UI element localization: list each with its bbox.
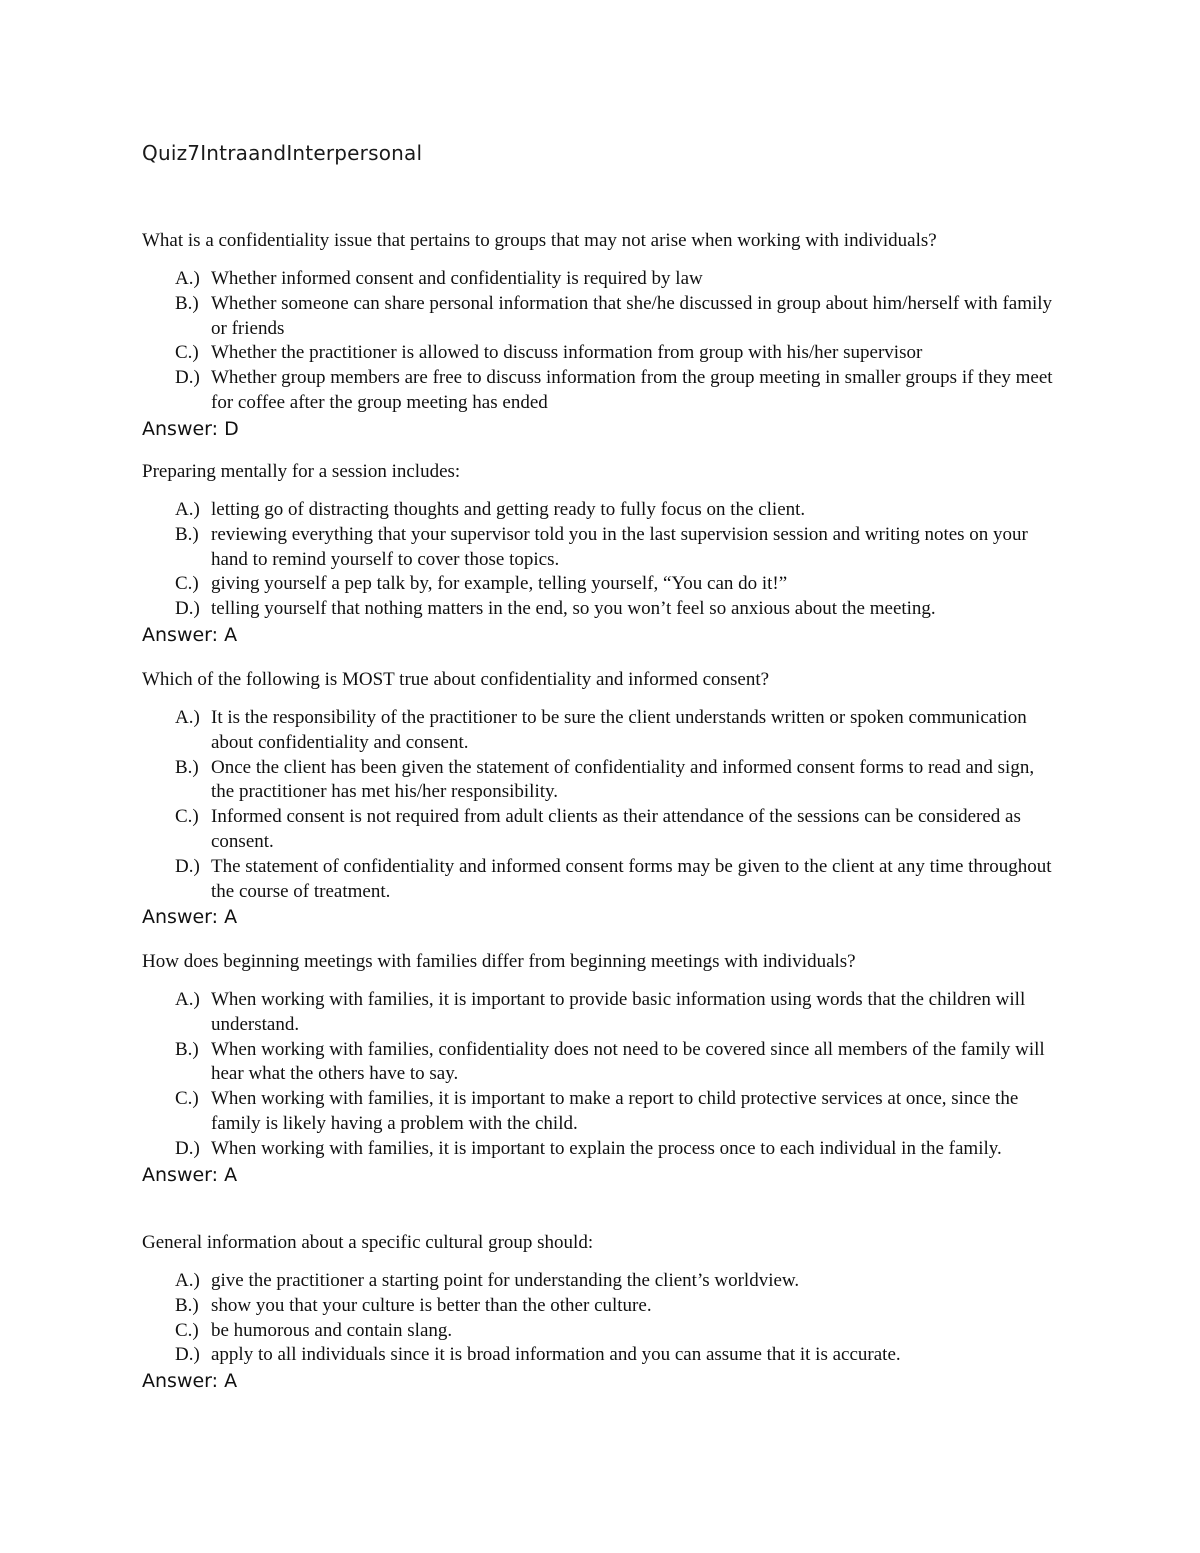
option-text: Whether the practitioner is allowed to discuss information from group with his/her supervisor [211, 342, 923, 364]
option-letter: A.) [175, 707, 200, 728]
option-item [142, 855, 1062, 905]
option-list [142, 706, 1062, 904]
option-text: apply to all individuals since it is broad information and you can assume that it is accurate. [211, 1344, 901, 1366]
option-item [142, 706, 1062, 756]
option-item [142, 1038, 1062, 1088]
answer-line: Answer: D [142, 417, 239, 440]
option-letter: D.) [175, 855, 200, 877]
option-text: Once the client has been given the statement of confidentiality and informed consent forms to read and sign, the practitioner has met his/her responsibility. [211, 756, 1035, 803]
option-text: Informed consent is not required from adult clients as their attendance of the sessions can be considered as consent. [211, 806, 1021, 852]
option-text: giving yourself a pep talk by, for example, telling yourself, “You can do it!” [211, 573, 788, 595]
option-list [142, 1269, 1062, 1368]
question-block [142, 229, 1062, 442]
option-letter: B.) [175, 1038, 199, 1060]
option-text: When working with families, it is important to explain the process once to each individual in the family. [211, 1137, 1002, 1159]
option-item [142, 341, 1062, 366]
question-text: Preparing mentally for a session includes: [142, 461, 461, 482]
option-item [142, 292, 1062, 342]
option-item [142, 1087, 1062, 1137]
option-list [142, 988, 1062, 1162]
option-text: letting go of distracting thoughts and getting ready to fully focus on the client. [211, 499, 806, 520]
option-text: The statement of confidentiality and informed consent forms may be given to the client at any time throughout the course of treatment. [211, 855, 1052, 902]
option-text: When working with families, it is important to provide basic information using words that the children will understand. [211, 989, 1026, 1035]
option-text: It is the responsibility of the practitioner to be sure the client understands written or spoken communication about confidentiality and consent. [211, 707, 1027, 753]
option-text: When working with families, confidentiality does not need to be covered since all members of the family will hear what the others have to say. [211, 1038, 1045, 1085]
option-letter: C.) [175, 806, 199, 828]
option-item [142, 756, 1062, 806]
option-letter: B.) [175, 292, 199, 314]
option-letter: B.) [175, 1294, 199, 1316]
option-letter: C.) [175, 573, 199, 595]
question-block [142, 460, 1062, 648]
option-letter: B.) [175, 756, 199, 778]
option-item [142, 1319, 1062, 1344]
option-text: Whether someone can share personal information that she/he discussed in group about him/herself with family or friends [211, 292, 1053, 339]
option-letter: A.) [175, 1270, 200, 1291]
option-list [142, 498, 1062, 622]
question-block [142, 668, 1062, 930]
question-text: How does beginning meetings with families differ from beginning meetings with individuals? [142, 951, 856, 972]
option-item [142, 1294, 1062, 1319]
option-item [142, 805, 1062, 855]
option-letter: B.) [175, 523, 199, 545]
option-letter: A.) [175, 499, 200, 520]
option-item [142, 1343, 1062, 1368]
question-block [142, 1231, 1062, 1394]
question-text: What is a confidentiality issue that pertains to groups that may not arise when working with individuals? [142, 230, 937, 251]
option-letter: A.) [175, 268, 200, 289]
question-text: General information about a specific cultural group should: [142, 1232, 594, 1253]
option-letter: D.) [175, 1344, 200, 1366]
option-letter: C.) [175, 1319, 199, 1341]
answer-line: Answer: A [142, 906, 238, 929]
option-item [142, 523, 1062, 573]
option-item [142, 366, 1062, 416]
option-text: give the practitioner a starting point for understanding the client’s worldview. [211, 1270, 800, 1291]
option-text: reviewing everything that your supervisor told you in the last supervision session and writing notes on your hand to remind yourself to cover those topics. [211, 523, 1028, 570]
option-text: When working with families, it is important to make a report to child protective services at once, since the family is likely having a problem with the child. [211, 1088, 1019, 1134]
option-item [142, 498, 1062, 523]
option-text: Whether group members are free to discuss information from the group meeting in smaller groups if they meet for coffee after the group meeting has ended [211, 367, 1053, 413]
option-text: telling yourself that nothing matters in the end, so you won’t feel so anxious about the meeting. [211, 598, 936, 620]
answer-line: Answer: A [142, 1163, 238, 1186]
option-letter: D.) [175, 1137, 200, 1159]
option-letter: D.) [175, 598, 200, 620]
option-item [142, 572, 1062, 597]
option-letter: A.) [175, 989, 200, 1010]
option-item [142, 988, 1062, 1038]
option-text: show you that your culture is better than the other culture. [211, 1294, 652, 1316]
option-letter: C.) [175, 342, 199, 364]
option-list [142, 267, 1062, 416]
option-item [142, 1269, 1062, 1294]
option-letter: C.) [175, 1088, 199, 1110]
answer-line: Answer: A [142, 1370, 238, 1393]
option-text: be humorous and contain slang. [211, 1319, 453, 1341]
question-block [142, 950, 1062, 1188]
document-title: Quiz7IntraandInterpersonal [142, 141, 423, 165]
option-text: Whether informed consent and confidentiality is required by law [211, 268, 703, 289]
answer-line: Answer: A [142, 623, 238, 646]
option-item [142, 597, 1062, 622]
option-item [142, 1137, 1062, 1162]
option-item [142, 267, 1062, 292]
question-text: Which of the following is MOST true about confidentiality and informed consent? [142, 669, 770, 690]
option-letter: D.) [175, 367, 200, 389]
